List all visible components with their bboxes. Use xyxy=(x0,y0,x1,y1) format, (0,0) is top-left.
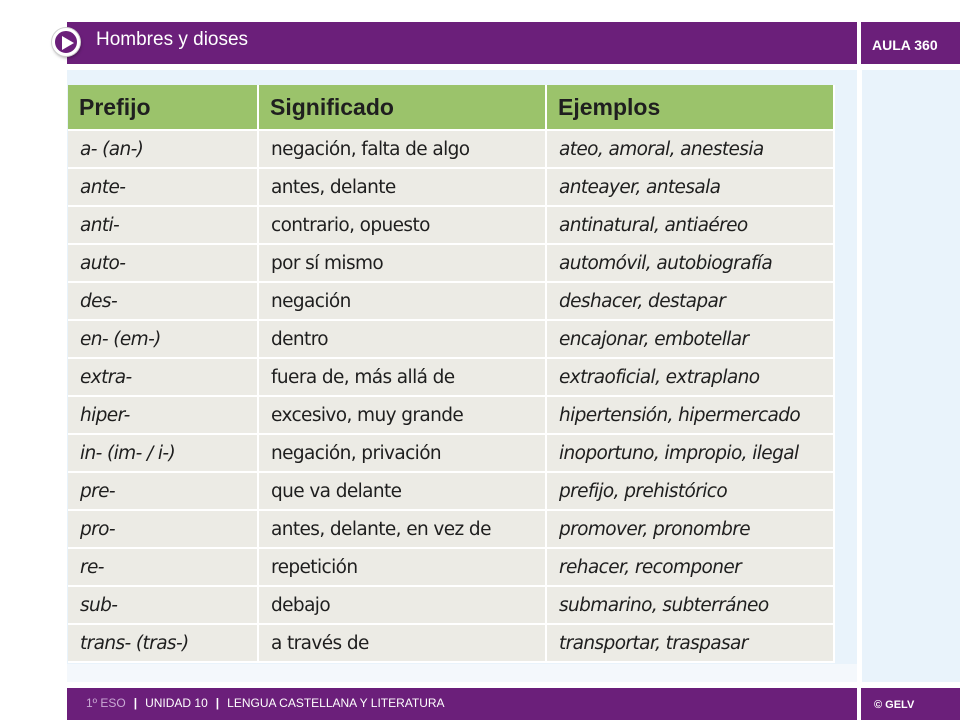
right-panel xyxy=(861,70,960,682)
cell-significado: excesivo, muy grande xyxy=(258,396,546,434)
table-row xyxy=(68,320,834,358)
table-row xyxy=(68,472,834,510)
cell-prefijo: en- (em-) xyxy=(68,320,258,358)
table-row xyxy=(68,396,834,434)
prefix-table xyxy=(68,85,835,663)
cell-prefijo: des- xyxy=(68,282,258,320)
column-header-significado: Significado xyxy=(258,85,546,130)
footer-separator: | xyxy=(215,696,220,710)
cell-ejemplos: antinatural, antiaéreo xyxy=(546,206,834,244)
cell-significado: dentro xyxy=(258,320,546,358)
cell-significado: fuera de, más allá de xyxy=(258,358,546,396)
cell-significado: antes, delante xyxy=(258,168,546,206)
cell-prefijo: sub- xyxy=(68,586,258,624)
cell-significado: negación, privación xyxy=(258,434,546,472)
table-row xyxy=(68,206,834,244)
table-row xyxy=(68,130,834,168)
cell-ejemplos: promover, pronombre xyxy=(546,510,834,548)
table-header-row xyxy=(68,85,834,130)
cell-significado: debajo xyxy=(258,586,546,624)
cell-prefijo: pro- xyxy=(68,510,258,548)
footer-separator: | xyxy=(133,696,138,710)
column-header-prefijo: Prefijo xyxy=(68,85,258,130)
cell-ejemplos: extraoficial, extraplano xyxy=(546,358,834,396)
cell-ejemplos: anteayer, antesala xyxy=(546,168,834,206)
footer-course: 1º ESO xyxy=(86,696,126,710)
table-row xyxy=(68,244,834,282)
cell-ejemplos: deshacer, destapar xyxy=(546,282,834,320)
cell-prefijo: hiper- xyxy=(68,396,258,434)
cell-ejemplos: inoportuno, impropio, ilegal xyxy=(546,434,834,472)
cell-prefijo: ante- xyxy=(68,168,258,206)
footer-breadcrumb xyxy=(86,696,445,710)
play-icon xyxy=(61,35,75,51)
table-row xyxy=(68,548,834,586)
cell-significado: antes, delante, en vez de xyxy=(258,510,546,548)
cell-significado: negación, falta de algo xyxy=(258,130,546,168)
cell-prefijo: anti- xyxy=(68,206,258,244)
cell-significado: repetición xyxy=(258,548,546,586)
play-button[interactable] xyxy=(52,28,80,56)
cell-prefijo: trans- (tras-) xyxy=(68,624,258,662)
content-bottom-strip xyxy=(67,664,857,682)
cell-ejemplos: rehacer, recomponer xyxy=(546,548,834,586)
page-title: Hombres y dioses xyxy=(96,29,249,50)
cell-significado: negación xyxy=(258,282,546,320)
cell-significado: contrario, opuesto xyxy=(258,206,546,244)
table-row xyxy=(68,624,834,662)
cell-ejemplos: automóvil, autobiografía xyxy=(546,244,834,282)
cell-prefijo: a- (an-) xyxy=(68,130,258,168)
table-row xyxy=(68,168,834,206)
cell-ejemplos: transportar, traspasar xyxy=(546,624,834,662)
cell-significado: a través de xyxy=(258,624,546,662)
cell-ejemplos: ateo, amoral, anestesia xyxy=(546,130,834,168)
table-row xyxy=(68,282,834,320)
cell-prefijo: auto- xyxy=(68,244,258,282)
cell-ejemplos: submarino, subterráneo xyxy=(546,586,834,624)
table-row xyxy=(68,510,834,548)
cell-prefijo: re- xyxy=(68,548,258,586)
footer-subject: LENGUA CASTELLANA Y LITERATURA xyxy=(227,696,445,710)
footer-copyright: © GELV xyxy=(874,699,915,711)
brand-label: AULA 360 xyxy=(872,37,938,53)
cell-significado: que va delante xyxy=(258,472,546,510)
cell-prefijo: in- (im- / i-) xyxy=(68,434,258,472)
cell-ejemplos: prefijo, prehistórico xyxy=(546,472,834,510)
cell-prefijo: extra- xyxy=(68,358,258,396)
cell-prefijo: pre- xyxy=(68,472,258,510)
table-row xyxy=(68,358,834,396)
cell-significado: por sí mismo xyxy=(258,244,546,282)
table-row xyxy=(68,434,834,472)
cell-ejemplos: hipertensión, hipermercado xyxy=(546,396,834,434)
cell-ejemplos: encajonar, embotellar xyxy=(546,320,834,358)
column-header-ejemplos: Ejemplos xyxy=(546,85,834,130)
table-row xyxy=(68,586,834,624)
footer-unit: UNIDAD 10 xyxy=(145,696,208,710)
